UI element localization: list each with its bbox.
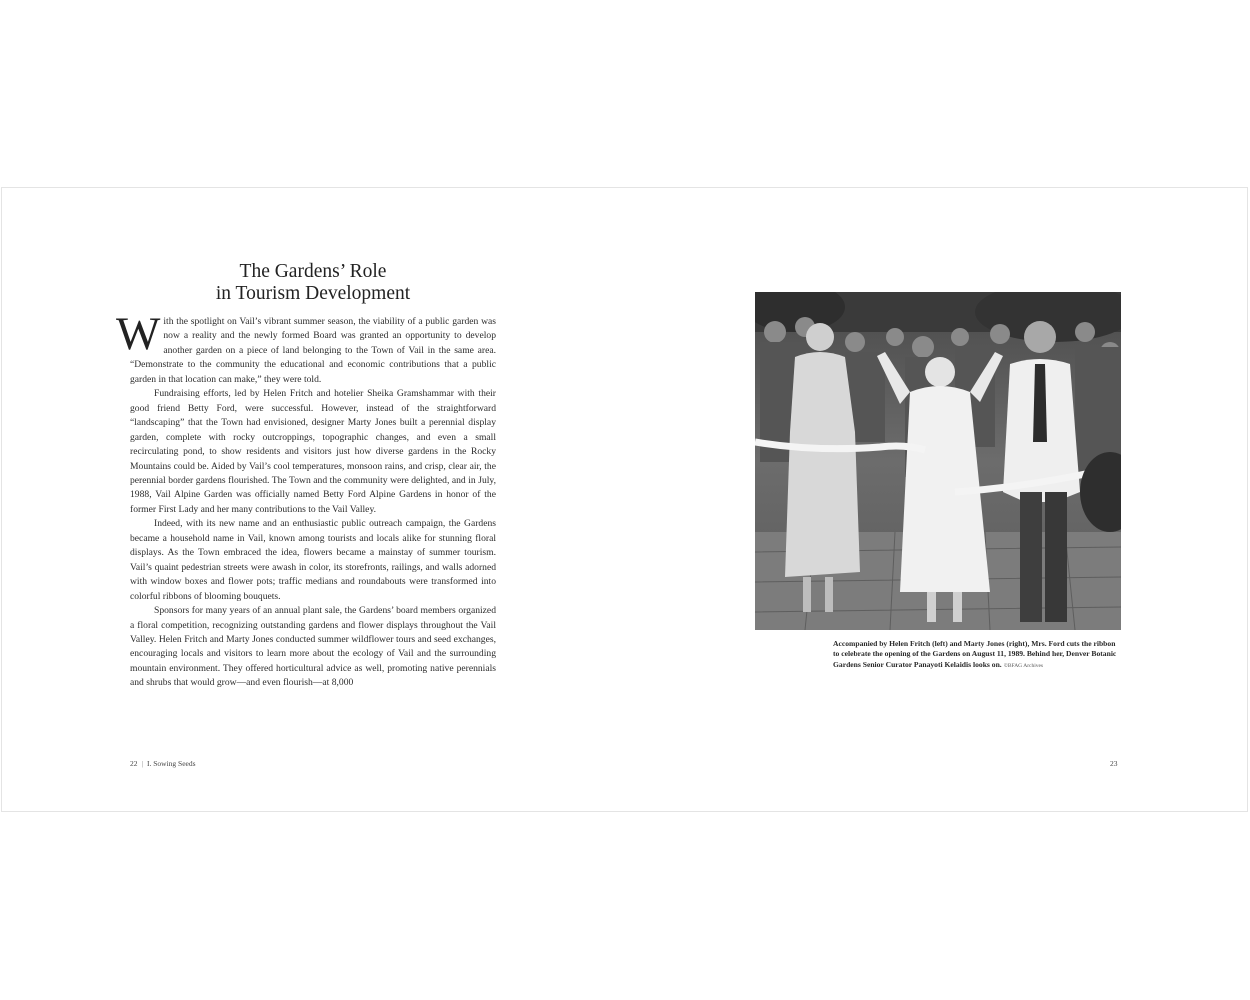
paragraph-3: Indeed, with its new name and an enthusiastic public outreach campaign, the Gardens became a household name in Vail, known among tourists and locals alike for stunning floral displays. As the Town embraced the idea, flowers became a mainstay of summer tourism. Vail’s quaint pedestrian streets were awash in color, its storefronts, railings, and walls adorned with window boxes and flower pots; traffic medians and roundabouts were transformed into colorful ribbons of blooming bouquets.	[130, 518, 496, 602]
title-line-1: The Gardens’ Role	[239, 261, 387, 282]
title-line-2: in Tourism Development	[215, 283, 411, 304]
paragraph-1-text: ith the spotlight on Vail’s vibrant summer season, the viability of a public garden was now a reality and the newly formed Board was granted an opportunity to develop another garden on a piece of land belonging to the Town of Vail in the same area. “Demonstrate to the community the educational and economic contributions that a public garden in that location can make,” they were told.	[130, 316, 496, 385]
footer-separator: |	[141, 759, 144, 768]
chapter-name: I. Sowing Seeds	[147, 759, 196, 768]
paragraph-2: Fundraising efforts, led by Helen Fritch and hotelier Sheika Gramshammar with their good friend Betty Ford, were successful. However, instead of the straightforward “landscaping” that the Town had envisioned, designer Marty Jones built a perennial display garden, complete with rocky outcroppings, topographic changes, and even a small recirculating pond, to show residents and visitors just how diverse gardens in the Rocky Mountains could be. Aided by Vail’s cool temperatures, monsoon rains, and crisp, clear air, the perennial border gardens flourished. The Town and the community were delighted, and in July, 1988, Vail Alpine Garden was officially named Betty Ford Alpine Gardens in honor of the former First Lady and her many contributions to the Vail Valley.	[130, 388, 496, 515]
ribbon-cutting-photo	[755, 292, 1121, 630]
paragraph-1	[116, 308, 496, 387]
left-page-number: 22	[130, 759, 138, 768]
body-text	[116, 308, 496, 691]
photo-credit: ©BFAG Archives	[1003, 662, 1044, 669]
caption-text: Accompanied by Helen Fritch (left) and Marty Jones (right), Mrs. Ford cuts the ribbon to celebrate the opening of the Gardens on August 11, 1989. Behind her, Denver Botanic Gardens Senior Curator Panayoti Kelaidis looks on.	[833, 639, 1117, 669]
paragraph-4: Sponsors for many years of an annual plant sale, the Gardens’ board members organized a floral competition, recognizing outstanding gardens and flower displays throughout the Vail Valley. Helen Fritch and Marty Jones conducted summer wildflower tours and seed exchanges, encouraging locals and visitors to learn more about the ecology of Vail and the surrounding mountain environment. They offered horticultural advice as well, promoting native perennials and shrubs that would grow—and even flourish—at 8,000	[130, 605, 496, 689]
right-page-number: 23	[1110, 759, 1118, 768]
left-page-footer	[130, 759, 196, 768]
drop-cap: W	[116, 308, 161, 360]
chapter-section-title	[130, 261, 496, 305]
photo-caption	[833, 639, 1123, 671]
photo-illustration	[755, 292, 1121, 630]
